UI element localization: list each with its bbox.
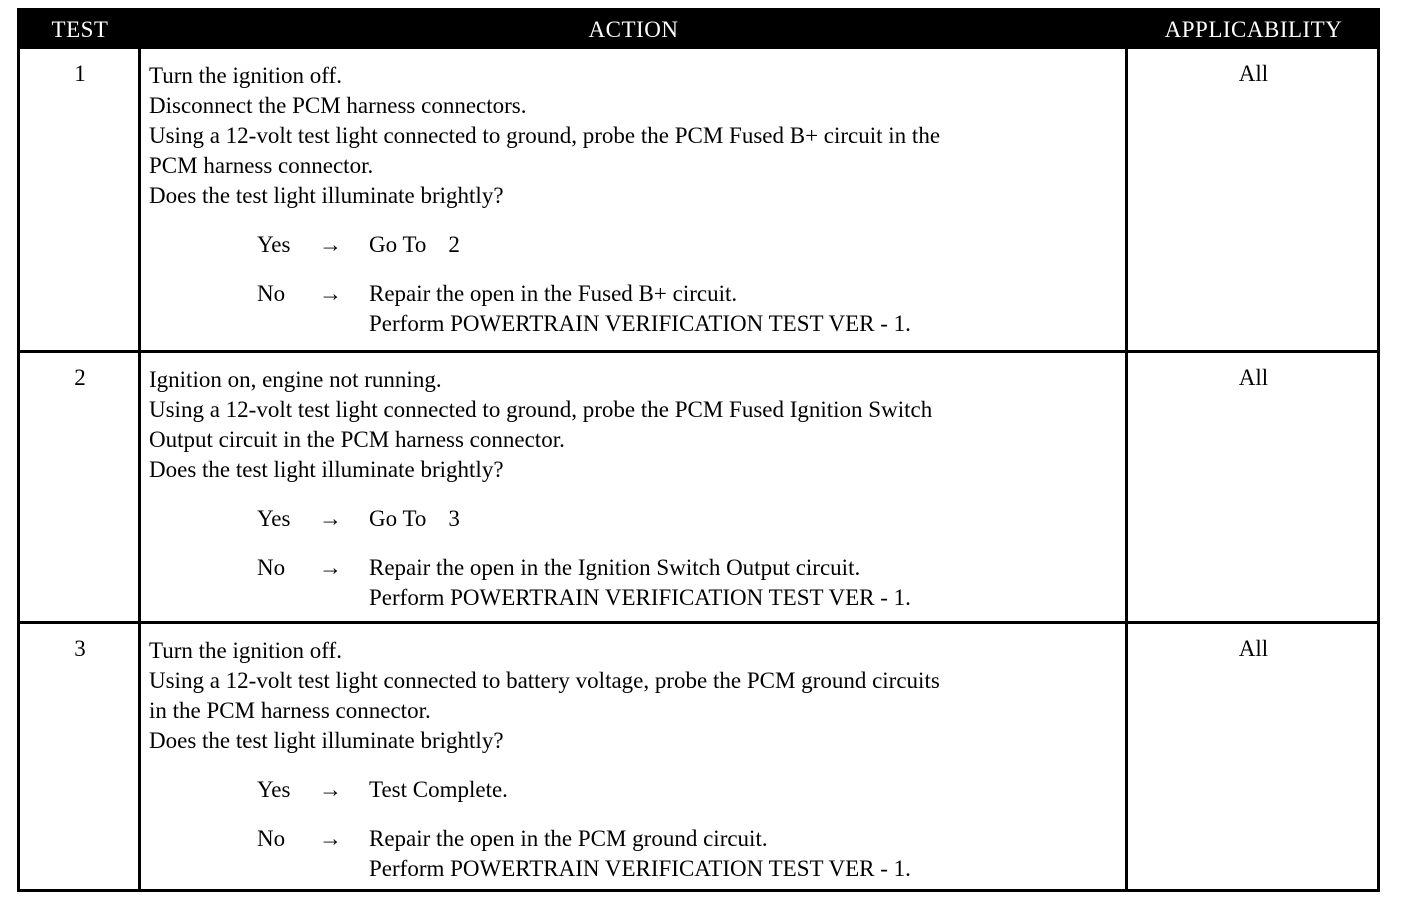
action-line: Does the test light illuminate brightly? bbox=[149, 457, 504, 482]
no-label: No bbox=[257, 555, 286, 580]
verification-note: Perform POWERTRAIN VERIFICATION TEST VER - 1. bbox=[369, 585, 911, 610]
action-line: Using a 12-volt test light connected to battery voltage, probe the PCM ground circuits bbox=[149, 668, 940, 693]
no-label: No bbox=[257, 826, 286, 851]
test-number: 3 bbox=[74, 636, 86, 661]
no-label: No bbox=[257, 281, 286, 306]
goto-number: 3 bbox=[448, 506, 460, 531]
goto-number: 2 bbox=[448, 232, 460, 257]
verification-note: Perform POWERTRAIN VERIFICATION TEST VER - 1. bbox=[369, 311, 911, 336]
yes-branch bbox=[149, 230, 1129, 260]
header-test: TEST bbox=[51, 17, 109, 42]
no-branch bbox=[149, 824, 1129, 884]
arrow-icon: → bbox=[319, 506, 342, 531]
action-line: in the PCM harness connector. bbox=[149, 698, 431, 723]
arrow-icon: → bbox=[319, 232, 342, 257]
verification-note: Perform POWERTRAIN VERIFICATION TEST VER - 1. bbox=[369, 856, 911, 881]
applicability-cell: All bbox=[1238, 365, 1269, 390]
header-action: ACTION bbox=[588, 17, 679, 42]
no-result: Repair the open in the Fused B+ circuit. bbox=[369, 281, 738, 306]
action-line: Turn the ignition off. bbox=[149, 63, 342, 88]
action-line: Output circuit in the PCM harness connector. bbox=[149, 427, 565, 452]
arrow-icon: → bbox=[319, 281, 342, 306]
applicability-cell: All bbox=[1238, 61, 1269, 86]
action-line: Ignition on, engine not running. bbox=[149, 367, 442, 392]
arrow-icon: → bbox=[319, 777, 342, 802]
test-number: 2 bbox=[74, 365, 86, 390]
arrow-icon: → bbox=[319, 555, 342, 580]
yes-result: Test Complete. bbox=[369, 777, 508, 802]
yes-label: Yes bbox=[257, 777, 291, 802]
yes-label: Yes bbox=[257, 232, 291, 257]
no-result: Repair the open in the Ignition Switch Output circuit. bbox=[369, 555, 861, 580]
goto-text: Go To bbox=[369, 232, 427, 257]
no-branch bbox=[149, 279, 1129, 339]
no-branch bbox=[149, 553, 1129, 613]
yes-result bbox=[369, 504, 460, 534]
yes-branch bbox=[149, 775, 1129, 805]
action-line: Does the test light illuminate brightly? bbox=[149, 183, 504, 208]
table-row bbox=[20, 353, 1377, 621]
action-line: Using a 12-volt test light connected to ground, probe the PCM Fused Ignition Switch bbox=[149, 397, 933, 422]
table-header bbox=[20, 11, 1377, 49]
arrow-icon: → bbox=[319, 826, 342, 851]
applicability-cell: All bbox=[1238, 636, 1269, 661]
diagnostic-table bbox=[17, 8, 1380, 892]
action-cell bbox=[149, 61, 1129, 339]
yes-label: Yes bbox=[257, 506, 291, 531]
goto-text: Go To bbox=[369, 506, 427, 531]
no-result: Repair the open in the PCM ground circuit. bbox=[369, 826, 768, 851]
action-cell bbox=[149, 636, 1129, 884]
action-line: Disconnect the PCM harness connectors. bbox=[149, 93, 527, 118]
yes-result bbox=[369, 230, 460, 260]
table-row bbox=[20, 624, 1377, 889]
yes-branch bbox=[149, 504, 1129, 534]
action-line: PCM harness connector. bbox=[149, 153, 374, 178]
action-cell bbox=[149, 365, 1129, 613]
header-applicability: APPLICABILITY bbox=[1164, 17, 1343, 42]
action-line: Does the test light illuminate brightly? bbox=[149, 728, 504, 753]
action-line: Turn the ignition off. bbox=[149, 638, 342, 663]
table-row bbox=[20, 49, 1377, 350]
test-number: 1 bbox=[74, 61, 86, 86]
action-line: Using a 12-volt test light connected to ground, probe the PCM Fused B+ circuit in the bbox=[149, 123, 941, 148]
